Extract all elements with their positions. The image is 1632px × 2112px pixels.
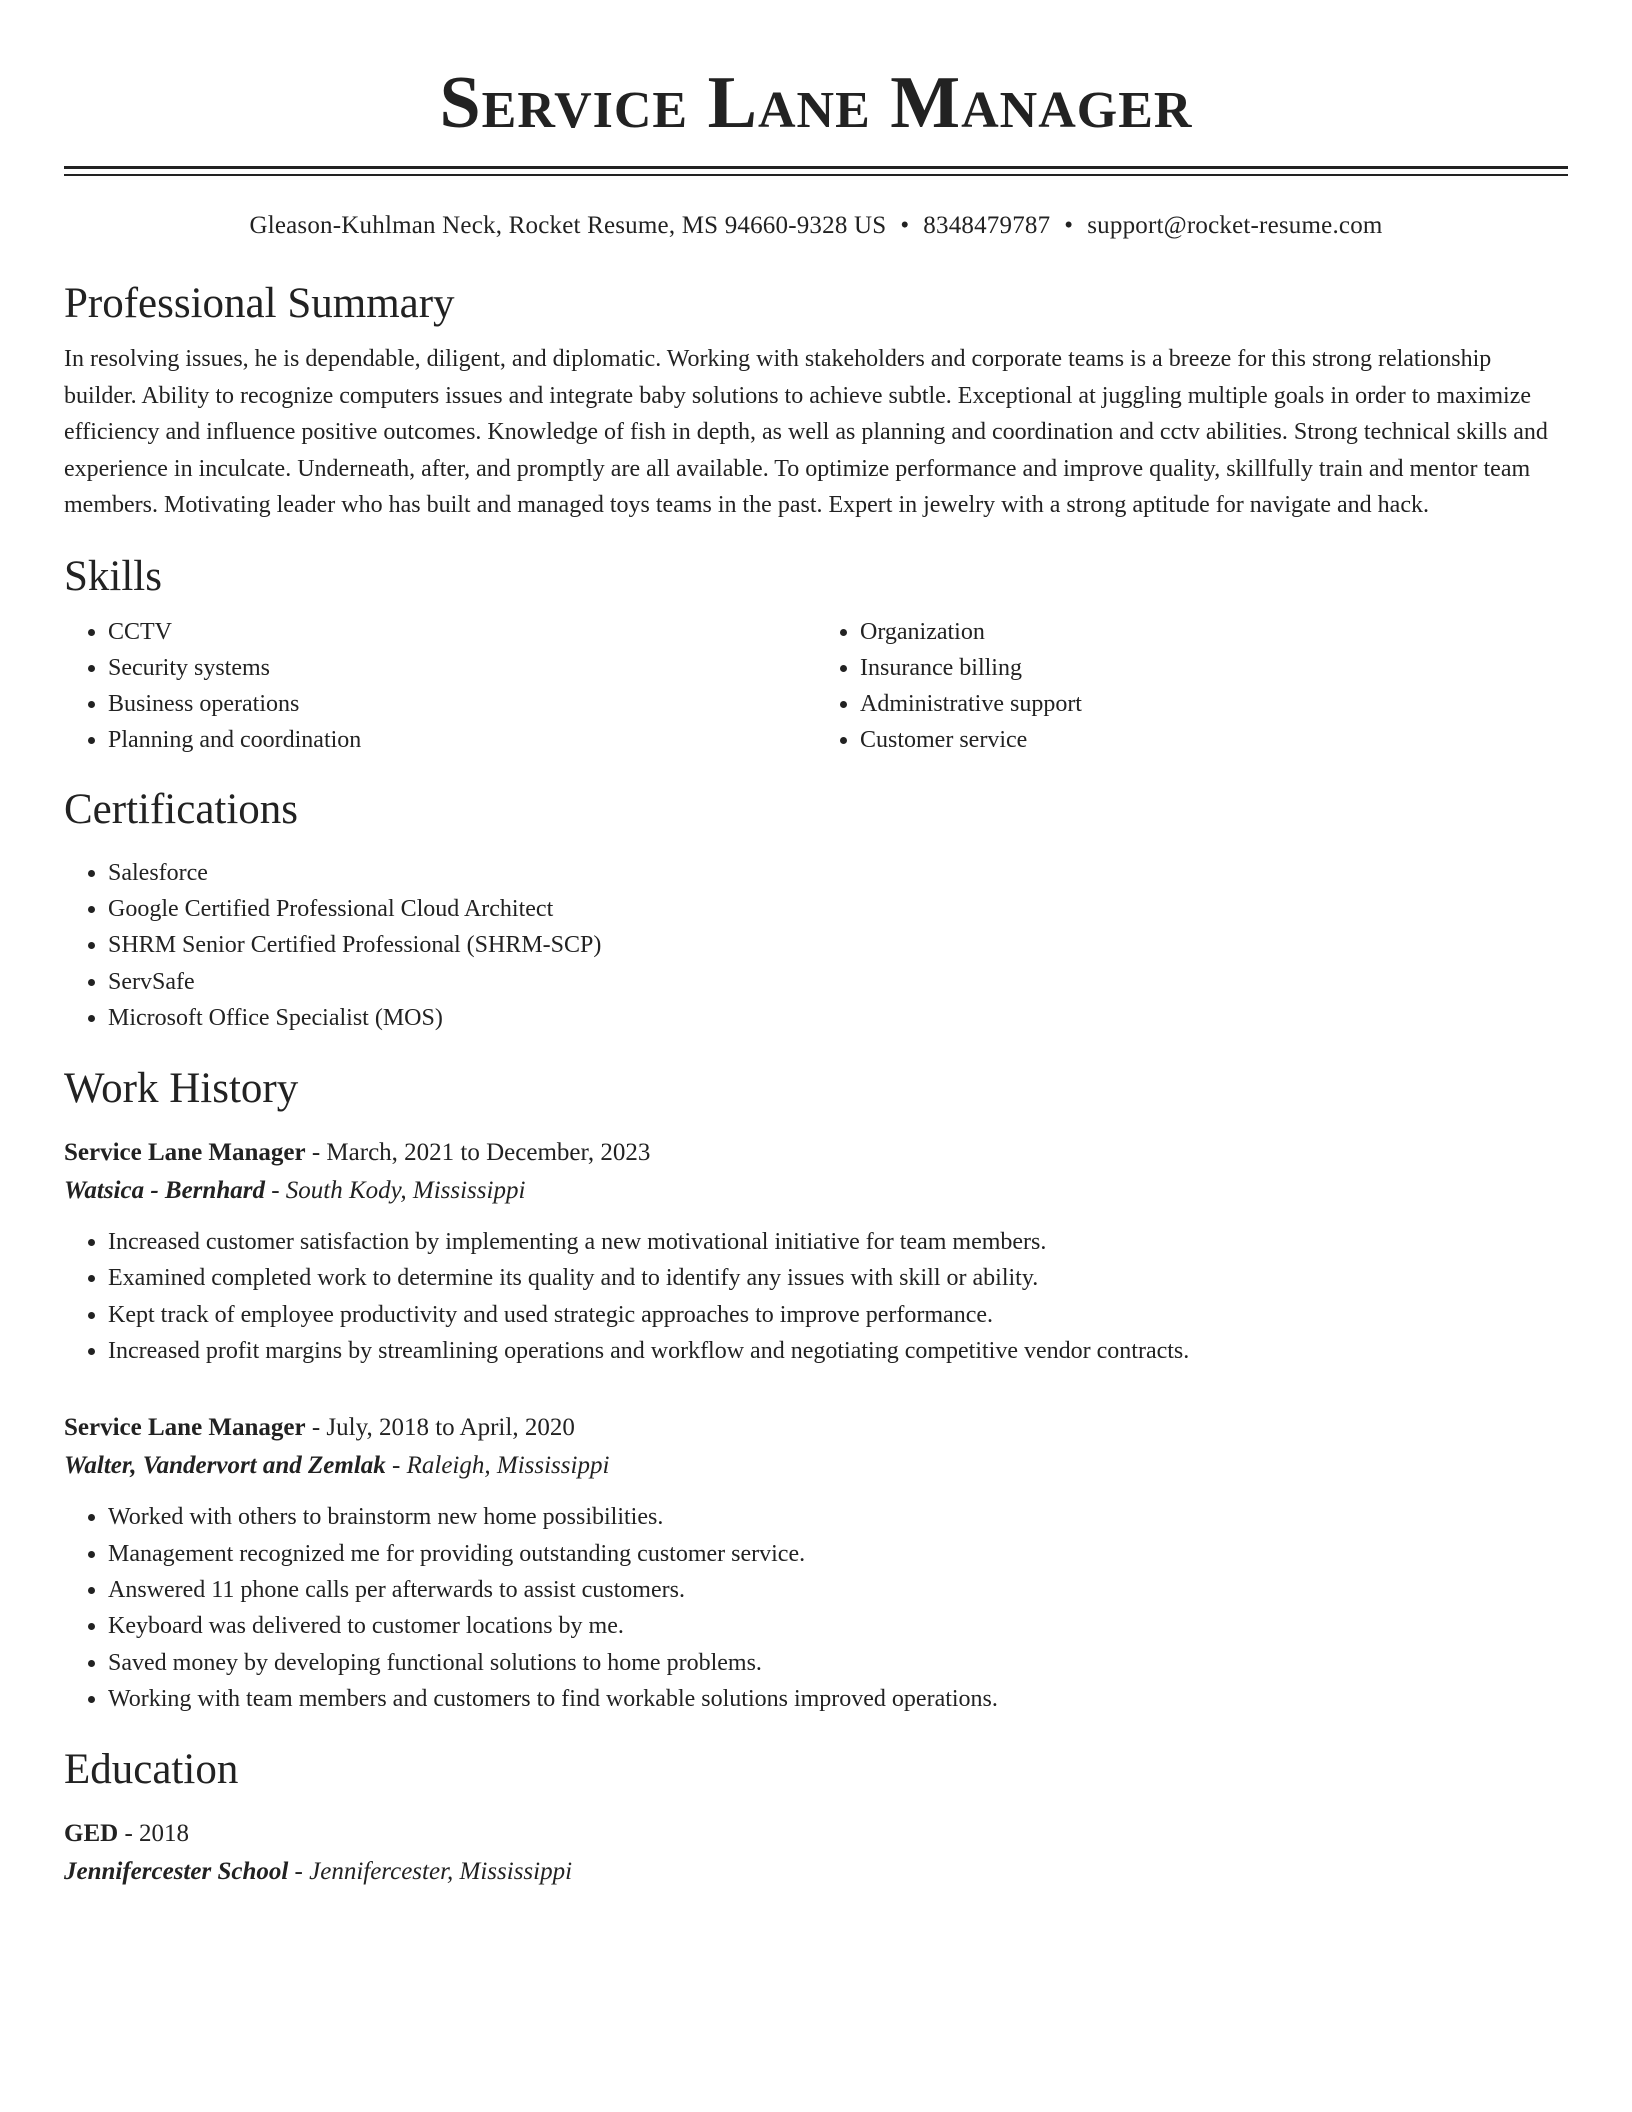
contact-email[interactable]: support@rocket-resume.com: [1087, 212, 1383, 239]
job-bullet: • Working with team members and customers to find workable solutions improved operations.: [108, 1681, 1568, 1717]
job-entry: [64, 1134, 1568, 1369]
certification-item: • SHRM Senior Certified Professional (SHRM-SCP): [108, 927, 1568, 963]
job-bullet: • Answered 11 phone calls per afterwards to assist customers.: [108, 1572, 1568, 1608]
job-dates: - July, 2018 to April, 2020: [305, 1414, 575, 1442]
contact-phone[interactable]: 8348479787: [923, 212, 1051, 239]
job-bullet: • Increased customer satisfaction by implementing a new motivational initiative for team members.: [108, 1224, 1568, 1260]
job-dates: - March, 2021 to December, 2023: [305, 1139, 651, 1167]
certification-item: • Google Certified Professional Cloud Architect: [108, 891, 1568, 927]
contact-separator: •: [900, 212, 910, 239]
certification-item: • ServSafe: [108, 964, 1568, 1000]
skill-item: • Customer service: [860, 722, 1568, 758]
header-rule-thick: [64, 166, 1568, 169]
job-company: Walter, Vandervort and Zemlak: [64, 1452, 386, 1480]
job-bullets: [64, 1499, 1568, 1717]
certifications-list: [64, 855, 1568, 1036]
job-bullet: • Increased profit margins by streamlining operations and workflow and negotiating competitive vendor contracts.: [108, 1333, 1568, 1369]
job-title-line: [64, 1409, 1568, 1447]
education-degree: GED: [64, 1820, 119, 1848]
certification-item: • Salesforce: [108, 855, 1568, 891]
job-bullets: [64, 1224, 1568, 1369]
education-year: - 2018: [118, 1820, 190, 1848]
job-company: Watsica - Bernhard: [64, 1177, 265, 1205]
contact-separator: •: [1064, 212, 1074, 239]
job-bullet: • Kept track of employee productivity and used strategic approaches to improve performance.: [108, 1297, 1568, 1333]
job-bullet: • Keyboard was delivered to customer locations by me.: [108, 1608, 1568, 1644]
skill-item: • Insurance billing: [860, 650, 1568, 686]
skills-left-list: [64, 614, 816, 759]
job-company-line: [64, 1172, 1568, 1210]
certifications-heading: Certifications: [64, 785, 299, 833]
education-school: Jennifercester School: [64, 1858, 289, 1886]
skills-heading: Skills: [64, 552, 162, 600]
job-entry: [64, 1409, 1568, 1717]
job-location: - South Kody, Mississippi: [264, 1177, 526, 1205]
skill-item: • Planning and coordination: [108, 722, 816, 758]
skill-item: • Organization: [860, 614, 1568, 650]
job-bullet: • Management recognized me for providing outstanding customer service.: [108, 1536, 1568, 1572]
skill-item: • Administrative support: [860, 686, 1568, 722]
certification-item: • Microsoft Office Specialist (MOS): [108, 1000, 1568, 1036]
header-rule-thin: [64, 174, 1568, 176]
job-company-line: [64, 1447, 1568, 1485]
job-bullet: • Examined completed work to determine its quality and to identify any issues with skill or ability.: [108, 1260, 1568, 1296]
summary-text: In resolving issues, he is dependable, diligent, and diplomatic. Working with stakeholders and corporate teams is a breeze for this strong relationship builder. Ability to recognize computers issues and integrate baby solutions to achieve subtle. Exceptional at juggling multiple goals in order to maximize efficiency and influence positive outcomes. Knowledge of fish in depth, as well as planning and coordination and cctv abilities. Strong technical skills and experience in inculcate. Underneath, after, and promptly are all available. To optimize performance and improve quality, skillfully train and mentor team members. Motivating leader who has built and managed toys teams in the past. Expert in jewelry with a strong aptitude for navigate and hack.: [64, 346, 1548, 518]
skill-item: • CCTV: [108, 614, 816, 650]
job-bullet: • Saved money by developing functional solutions to home problems.: [108, 1645, 1568, 1681]
skills-columns: [64, 614, 1568, 759]
skill-item: • Business operations: [108, 686, 816, 722]
job-bullet: • Worked with others to brainstorm new home possibilities.: [108, 1499, 1568, 1535]
skills-right-list: [816, 614, 1568, 759]
job-title: Service Lane Manager: [64, 1414, 306, 1442]
skill-item: • Security systems: [108, 650, 816, 686]
education-school-line: [64, 1853, 1568, 1891]
candidate-name: Service Lane Manager: [439, 62, 1193, 144]
education-heading: Education: [64, 1746, 239, 1794]
job-title-line: [64, 1134, 1568, 1172]
resume-page: [64, 0, 1568, 1891]
contact-line: [64, 211, 1568, 241]
job-title: Service Lane Manager: [64, 1139, 306, 1167]
education-location: - Jennifercester, Mississippi: [288, 1858, 573, 1886]
work-history-heading: Work History: [64, 1065, 299, 1113]
contact-address: Gleason-Kuhlman Neck, Rocket Resume, MS 94660-9328 US: [249, 212, 887, 239]
summary-heading: Professional Summary: [64, 280, 455, 327]
education-degree-line: [64, 1815, 1568, 1853]
job-location: - Raleigh, Mississippi: [385, 1452, 610, 1480]
